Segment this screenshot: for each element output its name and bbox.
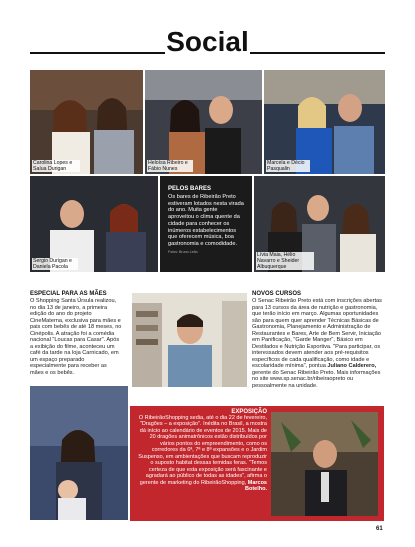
photo-caption: Lívia Maia, Hélio Navarro e Sheider Albuquerque [256, 252, 314, 270]
photo-image [132, 293, 247, 387]
photo-image [30, 70, 143, 174]
photo-juliano-calderero [132, 293, 247, 387]
photo-credit: Fotos: Bruno Leão [168, 249, 198, 254]
novos-cursos-body: O Senac Ribeirão Preto está com inscrições abertas para 13 cursos da área de nutrição e gastronomia, que terão início em março. Algumas oportunidades são para quem quer aprender Técnicas Básicas de Gastronomia, Planejamento e Administração de Restaurantes e Bares, Arte de Bem Servir, Iniciação em Panificação, "Garde Manger", Básico em Destilados e Nutrição Esportiva. "Para participar, os interessados devem atender aos pré-requisitos específicos de cada qualificação, como idade e escolaridade mínima", pontua [252, 298, 382, 369]
photo-caption: Heloísa Ribeiro e Fábio Nunes [147, 160, 193, 172]
photo-marcela-decio [264, 70, 385, 174]
novos-cursos-body-2: gerente do Senac Ribeirão Preto. Mais informações no site www.sp.senac.br/ribeiraopreto ou pessoalmente na unidade. [252, 369, 381, 389]
especial-heading: ESPECIAL PARA AS MÃES [30, 291, 107, 297]
pelos-bares-box [160, 176, 252, 272]
novos-cursos-heading: NOVOS CURSOS [252, 291, 302, 297]
photo-sergio-daniela [30, 176, 158, 272]
page-number: 61 [376, 526, 383, 532]
especial-text: O Shopping Santa Úrsula realizou, no dia 13 de janeiro, a primeira edição do ano do projeto CineMaterna, exclusiva para mães e pais com bebês de até 18 meses, no Cinépolis. A atração foi a comédia nacional "Loucas para Casar". Após a exibição do filme, aconteceu um café da tarde na loja Carnicado, em um espaço preparado especialmente para receber as mães e os bebês. [30, 298, 122, 376]
photo-image [145, 70, 262, 174]
photo-caption: Marcela e Décio Pasqualin [266, 160, 310, 172]
page-title: Social [166, 26, 249, 57]
page-header [0, 22, 415, 64]
exposicao-body: O RibeirãoShopping sedia, até o dia 22 de fevereiro, "Dragões – a exposição". Inédita no Brasil, a mostra dá início ao calendário de eventos de 2015. Mais de 20 dragões animatrônicos estão distribuídos por vários pontos do empreendimento, como os corredores da 6ª, 7ª e 8ª expansões e o Jardim Suspenso, em ambientações que buscam reproduzir o suposto habitat dessas temidas feras. "Temos certeza de que esta exposição será fascinante e agradará ao público de todas as idades", afirma o gerente de marketing do RibeirãoShopping, [138, 415, 267, 486]
especial-section [30, 291, 122, 376]
photo-caption: Sergio Durigan e Daniela Pacola [32, 258, 78, 270]
novos-cursos-text [252, 298, 386, 389]
photo-image [271, 412, 378, 516]
pelos-bares-heading: PELOS BARES [168, 186, 212, 192]
exposicao-text [135, 415, 267, 492]
novos-cursos-name: Juliano Calderero, [327, 363, 377, 369]
photo-marcos-botelho [271, 412, 378, 516]
photo-carolina-saiua [30, 70, 143, 174]
novos-cursos-section [252, 291, 386, 389]
photo-cinematerna [30, 386, 128, 520]
photo-heloisa-fabio [145, 70, 262, 174]
pelos-bares-text: Os bares de Ribeirão Preto estiveram lotados nesta virada do ano. Muita gente aproveitou o clima quente da cidade para conhecer os inúmeros estabelecimentos que oferecem música, boa gastronomia e comodidade. [168, 194, 244, 247]
exposicao-text-block [135, 409, 267, 492]
photo-image [30, 386, 128, 520]
title-rule-right [250, 52, 385, 54]
exposicao-name: Marcos Botelho. [245, 479, 267, 492]
title-rule-left [30, 52, 165, 54]
photo-image [264, 70, 385, 174]
exposicao-heading: EXPOSIÇÃO [231, 409, 267, 415]
photo-caption: Carolina Lopes e Saíua Durigan [32, 160, 80, 172]
photo-livia-helio-sheider [254, 176, 385, 272]
